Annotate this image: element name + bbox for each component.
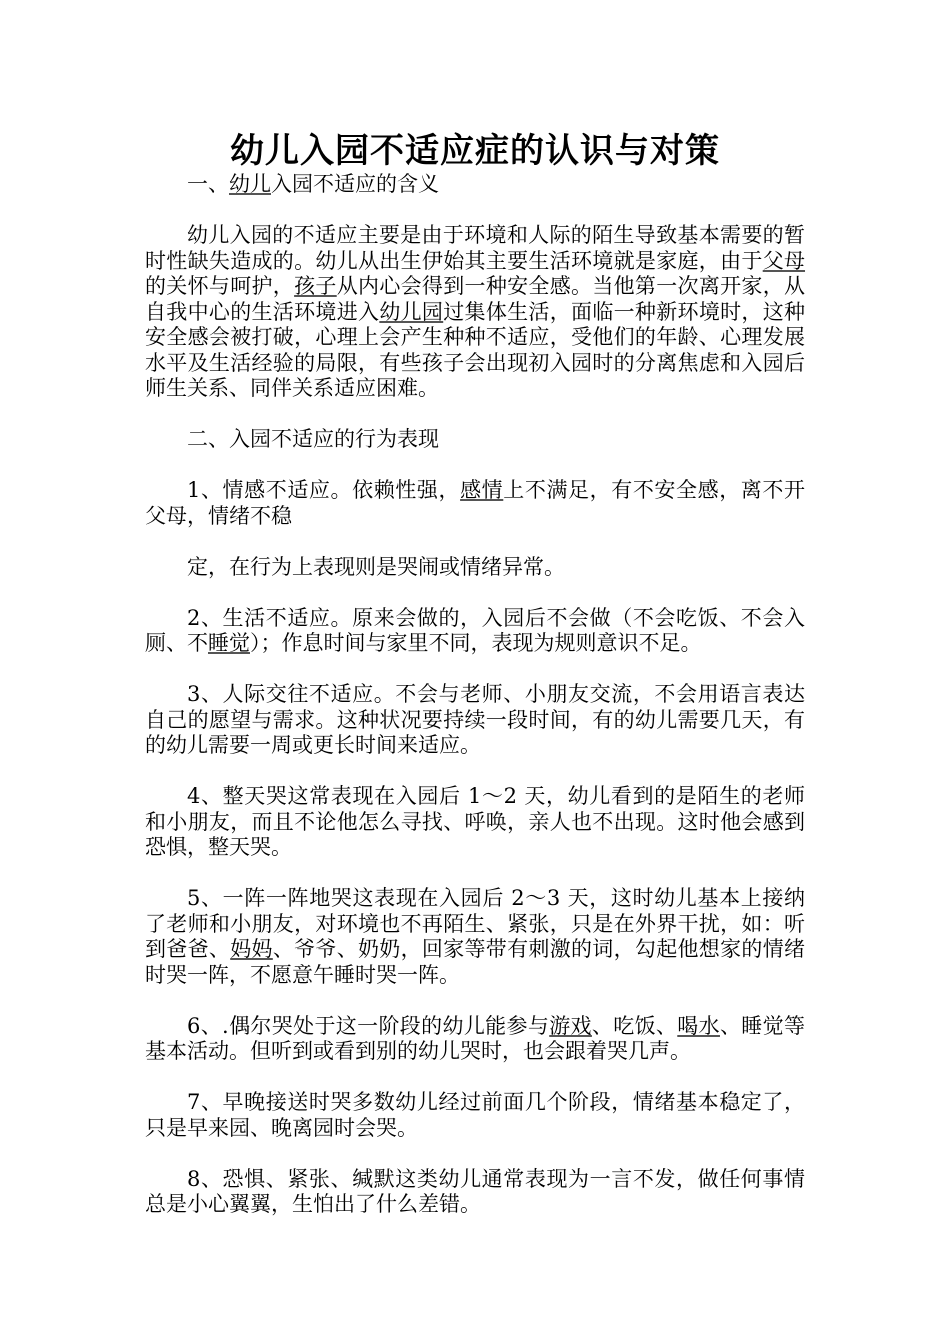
keyword-link[interactable]: 睡觉 xyxy=(208,631,250,655)
body-paragraph xyxy=(145,1167,805,1218)
keyword-link[interactable]: 感情 xyxy=(460,478,504,502)
paragraph-text: ）；作息时间与家里不同，表现为规则意识不足。 xyxy=(250,631,702,655)
keyword-link[interactable]: 幼儿 xyxy=(229,172,271,196)
keyword-link[interactable]: 喝水 xyxy=(677,1013,720,1038)
paragraph-text: 幼儿入园的不适应主要是由于环境和人际的陌生导致基本需要的暂时性缺失造成的。幼儿从出生伊始其主要生活环境就是家庭，由于 xyxy=(145,223,805,273)
paragraph-text: 、睡觉等基本活动。但听到或看到别的幼儿哭时，也会跟着哭几声。 xyxy=(145,1013,805,1063)
body-paragraph xyxy=(145,682,805,759)
body-paragraph xyxy=(145,1090,805,1141)
paragraph-text: 8、恐惧、紧张、缄默这类幼儿通常表现为一言不发，做任何事情总是小心翼翼，生怕出了什么差错。 xyxy=(145,1166,805,1216)
paragraph-text: 3、人际交往不适应。不会与老师、小朋友交流，不会用语言表达自己的愿望与需求。这种状况要持续一段时间，有的幼儿需要几天，有的幼儿需要一周或更长时间来适应。 xyxy=(145,682,805,757)
keyword-link[interactable]: 游戏 xyxy=(549,1013,592,1038)
paragraph-text: 、爷爷、奶奶，回家等带有刺激的词，勾起他想家的情绪时哭一阵，不愿意午睡时哭一阵。 xyxy=(145,937,806,987)
body-paragraph xyxy=(145,606,805,657)
paragraph-text: 5、一阵一阵地哭这表现在入园后 2～3 天，这时幼儿基本上接纳了老师和小朋友，对环境也不再陌生、紧张，只是在外界干扰，如：听到爸爸、 xyxy=(145,886,805,961)
paragraph-text: 的关怀与呵护， xyxy=(145,274,295,298)
paragraph-text: 2、生活不适应。原来会做的，入园后不会做（不会吃饭、不会入厕、不 xyxy=(145,605,805,655)
body-paragraph xyxy=(145,223,805,402)
keyword-link[interactable]: 父母 xyxy=(762,248,806,273)
paragraph-text: 4、整天哭这常表现在入园后 1～2 天，幼儿看到的是陌生的老师和小朋友，而且不论他怎么寻找、呼唤，亲人也不出现。这时他会感到恐惧，整天哭。 xyxy=(145,784,805,859)
paragraph-text: 从内心会得到一种安全感。当他第一次离开家，从自我中心的生活环境进入 xyxy=(145,274,806,324)
document-body xyxy=(145,172,805,1243)
document-title: 幼儿入园不适应症的认识与对策 xyxy=(230,131,720,171)
body-paragraph xyxy=(145,784,805,861)
paragraph-text: 上不满足，有不安全感，离不开父母，情绪不稳 xyxy=(145,478,805,528)
body-paragraph xyxy=(145,555,805,581)
paragraph-text: 二、入园不适应的行为表现 xyxy=(187,427,439,451)
section-heading xyxy=(145,427,805,453)
body-paragraph xyxy=(145,1014,805,1065)
keyword-link[interactable]: 幼儿园 xyxy=(379,299,444,324)
paragraph-text: 7、早晚接送时哭多数幼儿经过前面几个阶段，情绪基本稳定了，只是早来园、晚离园时会哭。 xyxy=(145,1090,805,1140)
paragraph-text: 定，在行为上表现则是哭闹或情绪异常。 xyxy=(187,554,565,579)
body-paragraph xyxy=(145,478,805,529)
section-heading xyxy=(145,172,805,198)
keyword-link[interactable]: 妈妈 xyxy=(230,937,273,961)
paragraph-text: 一、 xyxy=(187,172,229,196)
paragraph-text: 入园不适应的含义 xyxy=(271,172,439,196)
body-paragraph xyxy=(145,886,805,988)
keyword-link[interactable]: 孩子 xyxy=(294,274,337,298)
paragraph-text: 1、情感不适应。依赖性强， xyxy=(187,478,461,502)
paragraph-text: 6、.偶尔哭处于这一阶段的幼儿能参与 xyxy=(187,1013,550,1038)
paragraph-text: 、吃饭、 xyxy=(591,1013,678,1038)
paragraph-text: 过集体生活，面临一种新环境时，这种安全感会被打破，心理上会产生种种不适应，受他们的年龄、心理发展水平及生活经验的局限，有些孩子会出现初入园时的分离焦虑和入园后师生关系、同伴关系适应困难。 xyxy=(145,299,806,400)
